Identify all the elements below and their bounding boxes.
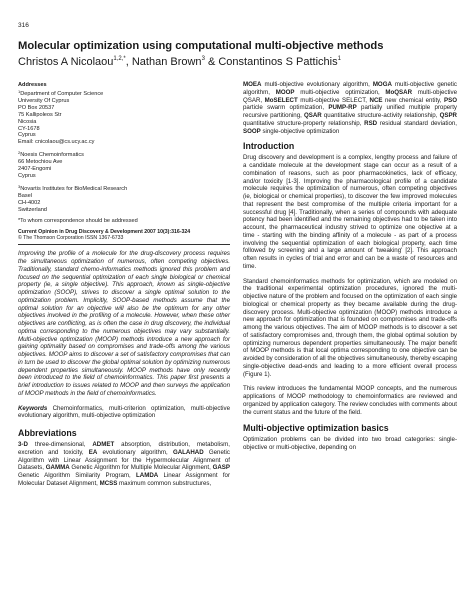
abbreviation-definition: new chemical entity, [382,96,445,104]
address-block-3 [18,184,230,214]
article-title: Molecular optimization using computational multi-objective methods [18,40,384,52]
address-1-sup: 1 [18,89,21,94]
moop-basics-heading: Multi-objective optimization basics [243,423,389,434]
abstract: Improving the profile of a molecule for the drug-discovery process requires the simultaneous optimization of numerous, often competing objectives. Traditionally, standard chemo-informatics methods ignored this problem and focused on the sequential optimization of each single biological or chemical property (ie, a single objective). This approach, known as single-objective optimization (SOOP), strives to discover a single optimal solution to the optimization problem. Implicitly, SOOP-based methods assume that the optimal solution for an objective will also be the optimum for any other objectives involved in the profiling of a molecule. However, when these other objectives are conflicting, as is often the case in drug discovery, the individual optima corresponding to the numerous objectives may vary substantially. Multi-objective optimization (MOOP) methods introduce a new approach for gaining optimality based on compromises and trade-offs among the various objectives. MOOP aims to discover a set of satisfactory compromises that can in turn be used to discover the global optimal solution by optimizing numerous dependent properties simultaneously. MOOP methods have only recently been introduced to the field of chemoinformatics. This paper first presents a brief introduction to issues related to MOOP and then surveys the application of MOOP methods in the field of chemoinformatics. [18,250,230,397]
abbreviation-definition: quantitative structure-property relationship, [243,119,365,127]
author-3-affiliation: 1 [337,56,341,62]
author-1: Christos A Nicolaou [18,56,114,68]
address-line: University Of Cyprus [18,97,70,104]
email-link[interactable]: Email: cnicolaou@cs.ucy.ac.cy [18,139,95,146]
address-line: Department of Computer Science [20,91,104,97]
address-line: Cyprus [18,172,36,179]
author-2-affiliation: 3 [201,56,205,62]
abbreviation-term: GALAHAD [172,448,204,456]
abbreviation-definition: multi-objective SELECT, [297,96,370,104]
address-line: CY-1678 [18,125,40,132]
abbreviations-list [18,441,230,488]
abbreviation-definition: maximum common substructures, [117,479,212,487]
author-3: & Constantinos S Pattichis [204,56,338,68]
paragraph: Standard chemoinformatics methods for optimization, which are modeled on the traditional experimental optimization procedures, ignored the multi-objective nature of the problem and focused on the optimization of each single biological or chemical property as they became available during the drug-discovery process. Multi-objective optimization (MOOP) methods introduce a new approach for optimization that is founded on compromises and trade-offs among the various objectives. The aim of MOOP methods is to discover a set of satisfactory compromises and, through them, the global optimal solution by optimizing numerous dependent properties simultaneously. The major benefit of MOOP methods is that local optima corresponding to one objective can be avoided by consideration of all the objectives simultaneously, thereby escaping single-objective dead-ends and leading to a more efficient overall process (Figure 1). [243,277,457,378]
paragraph: Drug discovery and development is a complex, lengthy process and failure of a candidate molecule at the development stage can occur as a result of a combination of reasons, such as poor pharmacokinetics, lack of efficacy, and/or toxicity [1-3]. Improving the pharmacological profile of a candidate molecule requires the optimization of numerous, often competing objectives (ie, biological or chemical properties), to discover the few improved molecules that represent the best compromise of the multiple criteria important for a successful drug [4]. Traditionally, when a series of compounds with adequate potency had been identified and the remaining objectives had to be taken into account, the pharmaceutical industry strived to optimize one objective at a time - starting with the binding affinity of a molecule - as part of a process involving the sequential optimization of each biological property, each time followed by screening and a large amount of 'tweaking' [2]. This approach often results in cycles of trial and error and can be a waste of resources and time. [243,154,457,270]
abbreviations-list-continued [243,81,457,135]
keywords-text: Chemoinformatics, multi-criterion optimization, multi-objective evolutionary algorithm, multi-objective optimization [18,404,230,420]
abbreviation-definition: multi-objective evolutionary algorithm, [261,81,373,88]
abbreviation-definition: three-dimensional, [27,441,93,449]
abbreviation-term: MOEA [243,81,262,88]
abbreviation-definition: multi-objective genetic algorithm, [243,81,457,96]
abbreviation-term: LAMDA [136,472,159,480]
abbreviation-definition: residual standard deviation, [377,119,457,127]
journal-volume: 2007 10(3):316-324 [142,228,191,235]
abbreviation-definition: Genetic Algorithm Similarity Program, [18,472,137,480]
address-line: CH-4002 [18,199,41,206]
abbreviations-heading: Abbreviations [18,428,77,439]
abbreviation-term: 3-D [18,441,28,449]
keywords [18,405,230,421]
abbreviation-definition: absorption, distribution, metabolism, excretion and toxicity, [18,441,230,456]
abbreviation-term: QSPR [439,112,457,119]
abbreviation-definition: evolutionary algorithm, [97,448,173,456]
paragraph: This review introduces the fundamental MOOP concepts, and the numerous applications of MOOP methodology to chemoinformatics are reviewed and organized by application category. The review concludes with comments about the current status and the future of the field. [243,385,457,416]
introduction-heading: Introduction [243,141,295,152]
left-column [18,82,230,488]
abbreviation-definition: partially unified multiple property recursive partitioning, [243,104,458,119]
addresses-heading: Addresses [18,82,47,88]
keywords-label: Keywords [18,404,48,412]
introduction-body [243,154,457,416]
abbreviation-term: PUMP-RP [328,104,357,112]
abbreviation-term: SOOP [243,127,261,135]
address-line: Cyprus [18,132,36,139]
abbreviation-definition: multi-objective QSAR, [243,88,457,104]
copyright-line: © The Thomson Corporation ISSN 1367-6733 [18,234,124,241]
abbreviation-definition: multi-objective optimization, [294,88,386,96]
address-block-2 [18,150,230,180]
abbreviation-term: GAMMA [45,464,70,472]
address-line: Novartis Institutes for BioMedical Research [20,185,128,192]
address-line: Nicosia [18,118,37,125]
abbreviation-definition: Linear Assignment for Molecular Dataset Alignment, [18,472,230,487]
page-number: 316 [18,22,29,29]
address-line: 66 Metochiou Ave [18,159,63,166]
address-line: PO Box 20537 [18,104,55,111]
correspondence-note: *To whom correspondence should be addressed [18,217,138,224]
abbreviation-term: MoSELECT [264,96,298,104]
abbreviation-definition: single-objective optimization [260,127,340,135]
address-line: Noesis Chemoinformatics [20,152,84,159]
abbreviation-definition: quantitative structure-activity relationship, [321,112,440,119]
abbreviation-term: MOOP [275,88,295,96]
address-block-1 [18,89,230,146]
address-line: Switzerland [18,206,47,213]
abbreviation-term: ADMET [92,441,115,449]
author-list [18,53,458,69]
abbreviation-definition: Genetic Algorithm with Linear Assignment for the Hypermolecular Alignment of Datasets, [18,448,230,472]
paragraph: Optimization problems can be divided into two broad categories: single-objective or multi-objective, depending on [243,436,457,451]
journal-citation [18,229,230,246]
abbreviation-definition: particle swarm optimization, [243,104,329,112]
abbreviation-term: MCSS [99,479,118,487]
abbreviation-definition: Genetic Algorithm for Multiple Molecular Alignment, [69,464,213,472]
journal-name: Current Opinion in Drug Discovery & Development [18,228,143,235]
address-line: 75 Kallipoleos Str [18,111,62,118]
address-3-sup: 3 [18,183,21,189]
address-line: 2407-Engomi [18,166,52,173]
abbreviation-term: NCE [369,96,383,104]
abbreviation-term: RSD [364,119,378,127]
abbreviation-term: MoQSAR [385,88,413,96]
abbreviation-term: QSAR [303,112,322,119]
author-1-affiliation: 1,2,* [113,56,126,62]
address-line: Basel [18,192,32,199]
moop-basics-body [243,436,457,452]
abbreviation-term: GASP [212,464,230,472]
abbreviation-term: MOGA [372,81,392,88]
abbreviation-term: EA [88,448,98,456]
address-2-sup: 2 [18,150,21,156]
right-column [243,81,457,459]
author-2: , Nathan Brown [125,56,202,68]
abbreviation-term: PSO [444,96,458,104]
